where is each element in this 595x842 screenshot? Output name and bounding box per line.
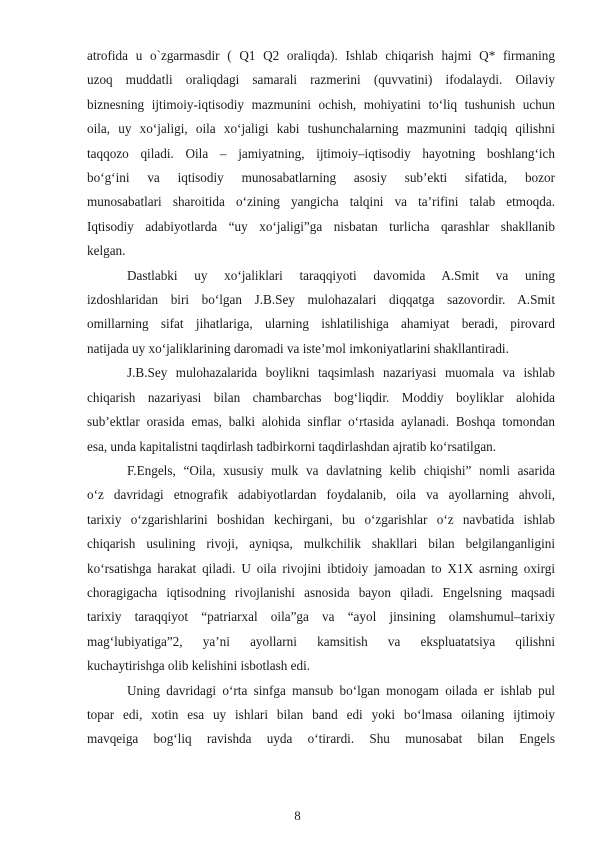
paragraph (87, 44, 555, 264)
text-line: natijada uy xo‘jaliklarining daromadi va iste’mol imkoniyatlarini shakllantiradi. (87, 340, 509, 356)
text-line: o‘z davridagi etnografik adabiyotlardan foydalanib, oila va ayollarning ahvoli, (87, 487, 555, 503)
text-line: kelgan. (87, 243, 126, 259)
text-line: uzoq muddatli oraliqdagi samarali razmerini (quvvatini) ifodalaydi. Oilaviy (87, 72, 555, 88)
page-number: 8 (294, 808, 301, 823)
text-line: ko‘rsatishga harakat qiladi. U oila rivojini ibtidoiy jamoadan to X1X asrning oxirgi (87, 560, 555, 576)
text-line: mag‘lubiyatiga”2, ya’ni ayollarni kamsitish va ekspluatatsiya qilishni (87, 633, 555, 649)
text-line: Uning davridagi o‘rta sinfga mansub bo‘lgan monogam oilada er ishlab pul (127, 682, 555, 698)
paragraph (87, 679, 555, 752)
text-line: tarixiy taraqqiyot “patriarxal oila”ga va “ayol jinsining olamshumul–tarixiy (87, 609, 555, 625)
text-line: munosabatlari sharoitida o‘zining yangicha talqini va ta’rifini talab etmoqda. (87, 194, 555, 210)
paragraph (87, 264, 555, 362)
text-line: chiqarish nazariyasi bilan chambarchas bog‘liqdir. Moddiy boyliklar alohida (87, 389, 555, 405)
text-line: bo‘g‘ini va iqtisodiy munosabatlarning asosiy sub’ekti sifatida, bozor (87, 170, 555, 186)
text-line: sub’ektlar orasida emas, balki alohida sinflar o‘rtasida aylanadi. Boshqa tomondan (87, 414, 555, 430)
text-line: biznesning ijtimoiy-iqtisodiy mazmunini ochish, mohiyatini to‘liq tushunish uchun (87, 96, 555, 112)
text-line: Dastlabki uy xo‘jaliklari taraqqiyoti davomida A.Smit va uning (127, 267, 555, 283)
text-line: atrofida u o`zgarmasdir ( Q1 Q2 oraliqda). Ishlab chiqarish hajmi Q* firmaning (87, 48, 555, 63)
text-line: tarixiy o‘zgarishlarini boshidan kechirgani, bu o‘zgarishlar o‘z navbatida ishlab (87, 511, 555, 527)
text-line: topar edi, xotin esa uy ishlari bilan band edi yoki bo‘lmasa oilaning ijtimoiy (87, 706, 555, 722)
text-line: J.B.Sey mulohazalarida boylikni taqsimlash nazariyasi muomala va ishlab (127, 365, 555, 381)
paragraph (87, 361, 555, 459)
text-line: oila, uy xo‘jaligi, oila xo‘jaligi kabi tushunchalarning mazmunini tadqiq qilishni (87, 121, 555, 137)
text-line: izdoshlaridan biri bo‘lgan J.B.Sey mulohazalari diqqatga sazovordir. A.Smit (87, 292, 555, 308)
text-line: taqqozo qiladi. Oila – jamiyatning, ijtimoiy–iqtisodiy hayotning boshlang‘ich (87, 145, 555, 161)
text-line: chiqarish usulining rivoji, ayniqsa, mulkchilik shakllari bilan belgilanganligini (87, 536, 555, 552)
text-line: esa, unda kapitalistni taqdirlash tadbirkorni taqdirlashdan ajratib ko‘rsatilgan. (87, 438, 497, 454)
text-line: mavqeiga bog‘liq ravishda uyda o‘tirardi. Shu munosabat bilan Engels (87, 731, 555, 747)
text-line: F.Engels, “Oila, xususiy mulk va davlatning kelib chiqishi” nomli asarida (127, 462, 555, 478)
text-line: Iqtisodiy adabiyotlarda “uy xo‘jaligi”ga nisbatan turlicha qarashlar shakllanib (87, 218, 555, 234)
document-body (87, 44, 555, 752)
text-line: choragigacha iqtisodning rivojlanishi asnosida bayon qiladi. Engelsning maqsadi (87, 584, 555, 600)
text-line: omillarning sifat jihatlariga, ularning ishlatilishiga ahamiyat beradi, pirovard (87, 316, 555, 332)
text-line: kuchaytirishga olib kelishini isbotlash edi. (87, 658, 311, 674)
paragraph (87, 459, 555, 679)
